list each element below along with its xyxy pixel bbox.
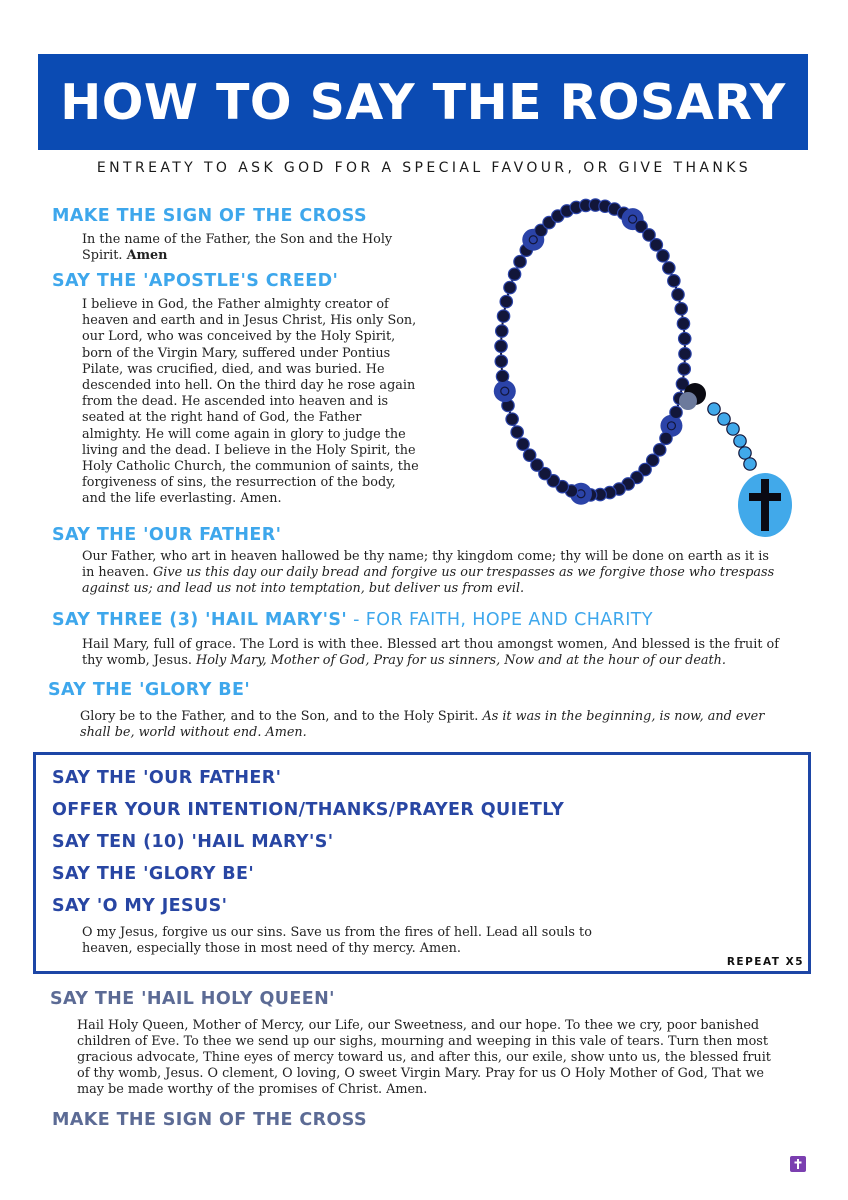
sign-of-cross-text [82,232,422,264]
decade-box [33,752,811,974]
small-bead [660,432,672,444]
our-father-body: Our Father, who art in heaven hallowed be thy name; thy kingdom come; thy will be done on earth as it is in heaven. [82,549,769,580]
decade-ten-hail-marys-heading: SAY TEN (10) 'HAIL MARY'S' [52,832,334,852]
glory-be-text [80,709,780,741]
creed-line: seated at the right hand of God, the Father [82,410,362,426]
rosary-illustration [488,198,818,548]
creed-line: forgiveness of sins, the resurrection of the body, [82,475,396,491]
creed-line: Pilate, was crucified, died, and was buried. He [82,361,385,377]
small-bead [495,340,507,352]
creed-line: almighty. He will come again in glory to judge the [82,426,406,442]
cross-horizontal [749,493,781,501]
small-bead [506,413,518,425]
rosary-beads [494,199,756,505]
decade-intention-heading: OFFER YOUR INTENTION/THANKS/PRAYER QUIETLY [52,800,565,820]
apostles-creed-text [82,297,482,508]
small-bead [672,288,684,300]
heading-apostles-creed: SAY THE 'APOSTLE'S CREED' [52,271,339,291]
o-my-jesus-text: O my Jesus, forgive us our sins. Save us from the fires of hell. Lead all souls to heaven, especially those in most need of thy mercy. Amen. [82,925,592,956]
creed-line: and the life everlasting. Amen. [82,491,282,507]
small-bead [668,275,680,287]
cross-badge-icon [790,1156,806,1172]
small-bead [663,262,675,274]
glory-be-italic: As it was in the beginning, is now, and ever shall be, world without end. Amen. [80,709,765,740]
decade-glory-be-heading: SAY THE 'GLORY BE' [52,864,255,884]
heading-three-hail-marys [52,610,653,630]
subtitle: ENTREATY TO ASK GOD FOR A SPECIAL FAVOUR, OR GIVE THANKS [96,160,752,176]
glory-be-body: Glory be to the Father, and to the Son, and to the Holy Spirit. [80,709,479,724]
small-bead [514,256,526,268]
hail-holy-queen-text: Hail Holy Queen, Mother of Mercy, our Life, our Sweetness, and our hope. To thee we cry, poor banished children of Eve. To thee we send up our sighs, mourning and weeping in this vale of tears. Turn then most gracious advocate, Thine eyes of mercy toward us, and after this, our exile, show unto us, the blessed fruit of thy womb, Jesus. O clement, O loving, O sweet Virgin Mary. Pray for us O Holy Mother of God, That we may be made worthy of the promises of Christ. Amen. [77,1018,771,1097]
pendant-bead [744,458,756,470]
small-bead [657,250,669,262]
small-bead [504,281,516,293]
decade-our-father-heading: SAY THE 'OUR FATHER' [52,768,282,788]
creed-line: living and the dead. I believe in the Holy Spirit, the [82,442,416,458]
small-bead [678,363,690,375]
cross-medallion [738,473,792,537]
heading-our-father: SAY THE 'OUR FATHER' [52,525,282,545]
our-father-text [82,549,777,597]
sign-of-cross-body: In the name of the Father, the Son and the Holy Spirit. [82,232,393,263]
creed-line: Holy Catholic Church, the communion of saints, the [82,459,419,475]
creed-line: our Lord, who was conceived by the Holy Spirit, [82,329,396,345]
pendant-bead [727,423,739,435]
decade-o-my-jesus-heading: SAY 'O MY JESUS' [52,896,228,916]
our-father-italic: Give us this day our daily bread and forgive us our trespasses as we forgive those who trespass against us; and lead us not into temptation, but deliver us from evil. [82,565,775,596]
small-bead [496,325,508,337]
small-bead [511,426,523,438]
heading-sign-of-cross: MAKE THE SIGN OF THE CROSS [52,206,367,226]
large-bead [494,380,516,402]
centre-piece-shadow [679,392,697,410]
small-bead [675,303,687,315]
cross-vertical [761,479,769,531]
heading-final-sign-of-cross: MAKE THE SIGN OF THE CROSS [52,1110,367,1130]
small-bead [497,310,509,322]
small-bead [650,239,662,251]
pendant-bead [734,435,746,447]
repeat-label: REPEAT X5 [726,956,804,968]
small-bead [496,370,508,382]
creed-line: descended into hell. On the third day he rose again [82,378,416,394]
small-bead [500,295,512,307]
heading-glory-be: SAY THE 'GLORY BE' [48,680,251,700]
small-bead [679,332,691,344]
small-bead [670,406,682,418]
creed-line: from the dead. He ascended into heaven and is [82,394,389,410]
sign-of-cross-amen: Amen [126,248,168,263]
heading-hail-holy-queen: SAY THE 'HAIL HOLY QUEEN' [50,989,335,1009]
hail-marys-heading-main: SAY THREE (3) 'HAIL MARY'S' [52,610,348,630]
title-banner [38,54,808,150]
hail-marys-heading-suffix: - FOR FAITH, HOPE AND CHARITY [347,610,653,630]
small-bead [495,355,507,367]
small-bead [677,317,689,329]
pendant-bead [708,403,720,415]
page-title: HOW TO SAY THE ROSARY [60,73,786,131]
pendant-bead [718,413,730,425]
creed-line: heaven and earth and in Jesus Christ, His only Son, [82,313,417,329]
small-bead [679,348,691,360]
creed-line: I believe in God, the Father almighty creator of [82,297,389,312]
cross-glyph-icon [790,1156,806,1172]
small-bead [517,438,529,450]
small-bead [523,449,535,461]
small-bead [508,268,520,280]
hail-mary-italic: Holy Mary, Mother of God, Pray for us sinners, Now and at the hour of our death. [196,653,726,668]
hail-mary-body: Hail Mary, full of grace. The Lord is with thee. Blessed art thou amongst women, And blessed is the fruit of thy womb, Jesus. [82,637,779,668]
creed-line: born of the Virgin Mary, suffered under Pontius [82,345,391,361]
hail-mary-text [82,637,782,669]
